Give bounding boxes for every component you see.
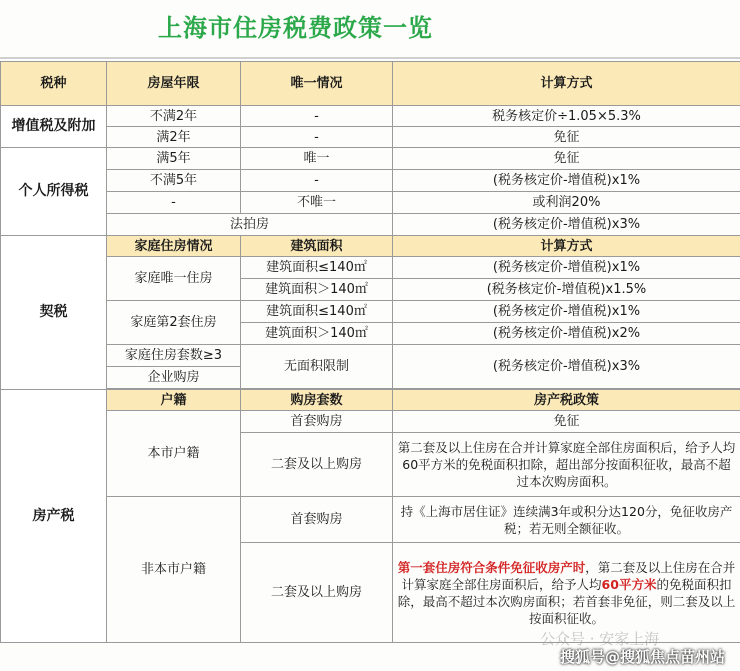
method-cell: (税务核定价-增值税)x2% <box>393 323 740 345</box>
count-cell: 首套购房 <box>241 497 393 543</box>
table-row <box>1 192 740 214</box>
unique-cell: 不唯一 <box>241 192 393 214</box>
years-cell: 不满2年 <box>107 106 241 127</box>
header-method: 计算方式 <box>393 62 740 106</box>
years-cell: - <box>107 192 241 214</box>
table-row <box>1 214 740 236</box>
years-cell: 满5年 <box>107 148 241 170</box>
table-row <box>1 497 740 543</box>
table-row <box>1 106 740 127</box>
table-row <box>1 170 740 192</box>
tax-name-property: 房产税 <box>1 390 107 643</box>
policy-text: ，第二套及以上住房在合并计算家庭全部住房面积后，给予人均 <box>401 559 736 592</box>
table-row <box>1 148 740 170</box>
tax-name-deed: 契税 <box>1 236 107 390</box>
table-row <box>1 345 740 367</box>
tax-name-vat: 增值税及附加 <box>1 106 107 148</box>
property-header-policy: 房产税政策 <box>393 390 740 411</box>
years-cell: 满2年 <box>107 127 241 148</box>
table-row <box>1 127 740 148</box>
policy-highlight: 第一套住房符合条件免征收房产时 <box>397 559 586 575</box>
title-divider <box>0 57 740 59</box>
header-unique: 唯一情况 <box>241 62 393 106</box>
page-title: 上海市住房税费政策一览 <box>158 14 433 42</box>
method-cell: (税务核定价-增值税)x1.5% <box>393 279 740 301</box>
method-cell: (税务核定价-增值税)x1% <box>393 301 740 323</box>
policy-cell: 持《上海市居住证》连续满3年或积分达120分，免征收房产税；若无则全额征收。 <box>393 497 740 543</box>
deed-header-area: 建筑面积 <box>241 236 393 257</box>
header-tax-type: 税种 <box>1 62 107 106</box>
policy-cell: 第二套及以上住房在合并计算家庭全部住房面积后，给予人均60平方米的免税面积扣除，超出部分按面积征收，最高不超过本次购房面积。 <box>393 433 740 497</box>
tax-table <box>0 61 740 643</box>
tax-name-income: 个人所得税 <box>1 148 107 236</box>
policy-text: 的免税面积扣除，最高不超过本次购房面积；若首套非免征，则二套及以上按面积征收。 <box>397 576 736 626</box>
property-header-count: 购房套数 <box>241 390 393 411</box>
home-cell: 家庭第2套住房 <box>107 301 241 345</box>
method-cell: 或利润20% <box>393 192 740 214</box>
unique-cell: - <box>241 170 393 192</box>
watermark-faint: 公众号 · 安家上海 <box>540 630 660 648</box>
deed-header-method: 计算方式 <box>393 236 740 257</box>
method-cell: 税务核定价÷1.05×5.3% <box>393 106 740 127</box>
property-subheader <box>1 390 740 411</box>
auction-cell: 法拍房 <box>107 214 393 236</box>
area-cell: 建筑面积≤140㎡ <box>241 257 393 279</box>
area-cell: 建筑面积≤140㎡ <box>241 301 393 323</box>
count-cell: 首套购房 <box>241 411 393 433</box>
header-years: 房屋年限 <box>107 62 241 106</box>
home-cell: 家庭唯一住房 <box>107 257 241 301</box>
area-cell: 建筑面积＞140㎡ <box>241 323 393 345</box>
method-cell: (税务核定价-增值税)x3% <box>393 214 740 236</box>
method-cell: (税务核定价-增值税)x1% <box>393 257 740 279</box>
property-header-household: 户籍 <box>107 390 241 411</box>
count-cell: 二套及以上购房 <box>241 543 393 643</box>
table-row <box>1 301 740 323</box>
method-cell: 免征 <box>393 148 740 170</box>
deed-subheader <box>1 236 740 257</box>
years-cell: 不满5年 <box>107 170 241 192</box>
count-cell: 二套及以上购房 <box>241 433 393 497</box>
unique-cell: - <box>241 127 393 148</box>
method-cell: 免征 <box>393 127 740 148</box>
area-cell: 建筑面积＞140㎡ <box>241 279 393 301</box>
area-cell: 无面积限制 <box>241 345 393 389</box>
watermark-strong: 搜狐号@搜狐焦点苗州站 <box>560 648 726 666</box>
policy-highlight: 60平方米 <box>601 576 657 592</box>
unique-cell: - <box>241 106 393 127</box>
deed-header-home: 家庭住房情况 <box>107 236 241 257</box>
unique-cell: 唯一 <box>241 148 393 170</box>
household-cell: 本市户籍 <box>107 411 241 497</box>
household-cell: 非本市户籍 <box>107 497 241 643</box>
table-row <box>1 411 740 433</box>
policy-cell: 免征 <box>393 411 740 433</box>
method-cell: (税务核定价-增值税)x3% <box>393 345 740 389</box>
table-row <box>1 257 740 279</box>
home-cell: 企业购房 <box>107 367 241 389</box>
method-cell: (税务核定价-增值税)x1% <box>393 170 740 192</box>
home-cell: 家庭住房套数≥3 <box>107 345 241 367</box>
table-header <box>1 62 740 106</box>
